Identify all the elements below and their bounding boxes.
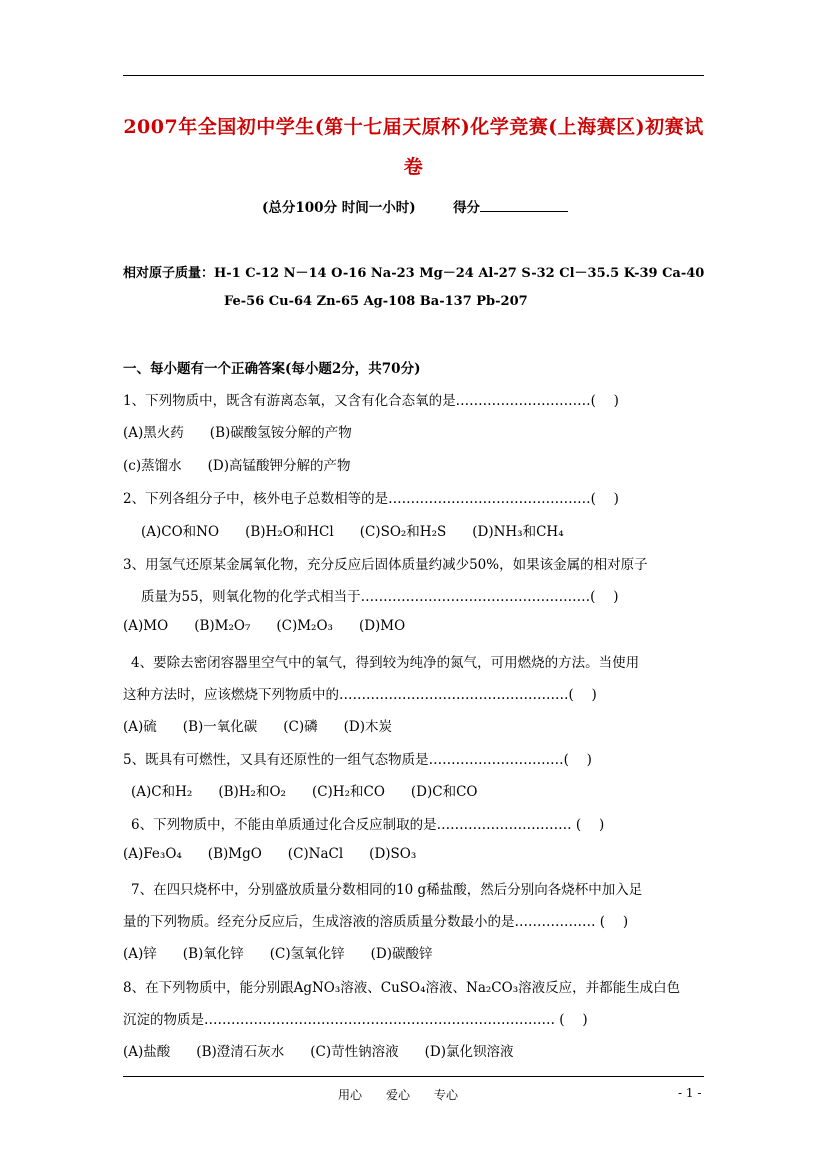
answer-options-row bbox=[123, 846, 442, 862]
exam-title-line1: 2007年全国初中学生(第十七届天原杯)化学竞赛(上海赛区)初赛试 bbox=[123, 116, 704, 138]
answer-option[interactable]: (D)木炭 bbox=[343, 719, 392, 735]
atomic-masses-line1: 相对原子质量：H-1 C-12 N－14 O-16 Na-23 Mg－24 Al-27 S-32 Cl－35.5 K-39 Ca-40 bbox=[123, 266, 705, 281]
answer-option[interactable]: (A)CO和NO bbox=[141, 524, 220, 540]
question-stem: 8、在下列物质中，能分别跟AgNO₃溶液、CuSO₄溶液、Na₂CO₃溶液反应，并都能生成白色 bbox=[123, 980, 681, 996]
answer-options-row bbox=[141, 520, 590, 540]
score-blank bbox=[480, 199, 568, 212]
answer-option[interactable]: (D)C和CO bbox=[410, 784, 478, 800]
answer-option[interactable]: (D)MO bbox=[358, 618, 406, 634]
answer-option[interactable]: (A)盐酸 bbox=[123, 1044, 171, 1060]
answer-option[interactable]: (A)C和H₂ bbox=[131, 784, 193, 800]
answer-option[interactable]: (D)碳酸锌 bbox=[370, 946, 433, 962]
top-rule bbox=[123, 75, 704, 76]
answer-option[interactable]: (A)黑火药 bbox=[123, 425, 184, 441]
exam-title-line2: 卷 bbox=[403, 156, 424, 178]
answer-option[interactable]: (A)Fe₃O₄ bbox=[123, 846, 182, 862]
answer-option[interactable]: (B)碳酸氢铵分解的产物 bbox=[209, 425, 352, 441]
answer-option[interactable]: (B)H₂和O₂ bbox=[218, 784, 286, 800]
atomic-masses-line2: Fe-56 Cu-64 Zn-65 Ag-108 Ba-137 Pb-207 bbox=[224, 294, 528, 309]
page-number: - 1 - bbox=[678, 1086, 702, 1100]
answer-option[interactable]: (B)氧化锌 bbox=[182, 946, 244, 962]
question-stem: 5、既具有可燃性，又具有还原性的一组气态物质是…………………………( ) bbox=[123, 752, 592, 768]
answer-option[interactable]: (A)硫 bbox=[123, 719, 157, 735]
question-stem-continued: 沉淀的物质是…………………………………………………………………… ( ) bbox=[123, 1012, 588, 1028]
answer-option[interactable]: (C)M₂O₃ bbox=[276, 618, 333, 634]
question-stem: 3、用氢气还原某金属氧化物，充分反应后固体质量约减少50%，如果该金属的相对原子 bbox=[123, 557, 648, 573]
answer-option[interactable]: (C)磷 bbox=[283, 719, 318, 735]
section-heading: 一、每小题有一个正确答案(每小题2分，共70分) bbox=[123, 361, 421, 377]
score-label: 得分 bbox=[453, 200, 481, 216]
answer-option[interactable]: (C)H₂和CO bbox=[311, 784, 385, 800]
question-stem: 6、下列物质中，不能由单质通过化合反应制取的是………………………… ( ) bbox=[131, 817, 605, 833]
answer-option[interactable]: (C)苛性钠溶液 bbox=[310, 1044, 399, 1060]
answer-option[interactable]: (B)M₂O₇ bbox=[194, 618, 251, 634]
exam-meta bbox=[262, 196, 568, 216]
question-stem-continued: 质量为55，则氧化物的化学式相当于……………………………………………( ) bbox=[141, 589, 619, 605]
answer-option[interactable]: (C)SO₂和H₂S bbox=[359, 524, 447, 540]
answer-options-row bbox=[123, 1040, 540, 1060]
answer-option[interactable]: (C)NaCl bbox=[287, 846, 344, 862]
question-stem: 7、在四只烧杯中，分别盛放质量分数相同的10 g稀盐酸，然后分别向各烧杯中加入足 bbox=[131, 882, 643, 898]
answer-options-row bbox=[123, 618, 431, 634]
answer-option[interactable]: (A)锌 bbox=[123, 946, 157, 962]
question-stem-continued: 这种方法时，应该燃烧下列物质中的……………………………………………( ) bbox=[123, 687, 597, 703]
answer-option[interactable]: (D)SO₃ bbox=[369, 846, 417, 862]
answer-options-row bbox=[123, 421, 378, 441]
answer-options-row bbox=[123, 454, 376, 474]
answer-options-row bbox=[123, 942, 459, 962]
footer-center: 用心 爱心 专心 bbox=[338, 1088, 459, 1102]
answer-option[interactable]: (A)MO bbox=[123, 618, 169, 634]
answer-option[interactable]: (D)氯化钡溶液 bbox=[424, 1044, 514, 1060]
answer-option[interactable]: (D)NH₃和CH₄ bbox=[472, 524, 564, 540]
question-stem: 2、下列各组分子中，核外电子总数相等的是………………………………………( ) bbox=[123, 491, 619, 507]
answer-option[interactable]: (c)蒸馏水 bbox=[123, 458, 182, 474]
exam-meta-text: (总分100分 时间一小时) bbox=[262, 200, 416, 216]
answer-option[interactable]: (B)一氧化碳 bbox=[182, 719, 258, 735]
question-stem: 1、下列物质中，既含有游离态氧，又含有化合态氧的是…………………………( ) bbox=[123, 393, 619, 409]
answer-option[interactable]: (B)澄清石灰水 bbox=[196, 1044, 285, 1060]
answer-options-row bbox=[131, 780, 503, 800]
answer-option[interactable]: (B)H₂O和HCl bbox=[245, 524, 334, 540]
answer-option[interactable]: (B)MgO bbox=[207, 846, 262, 862]
answer-option[interactable]: (C)氢氧化锌 bbox=[269, 946, 345, 962]
question-stem-continued: 量的下列物质。经充分反应后，生成溶液的溶质质量分数最小的是……………… ( ) bbox=[123, 914, 629, 930]
answer-options-row bbox=[123, 715, 418, 735]
footer-rule bbox=[123, 1076, 704, 1077]
answer-option[interactable]: (D)高锰酸钾分解的产物 bbox=[207, 458, 351, 474]
question-stem: 4、要除去密闭容器里空气中的氧气，得到较为纯净的氮气，可用燃烧的方法。当使用 bbox=[131, 655, 640, 671]
